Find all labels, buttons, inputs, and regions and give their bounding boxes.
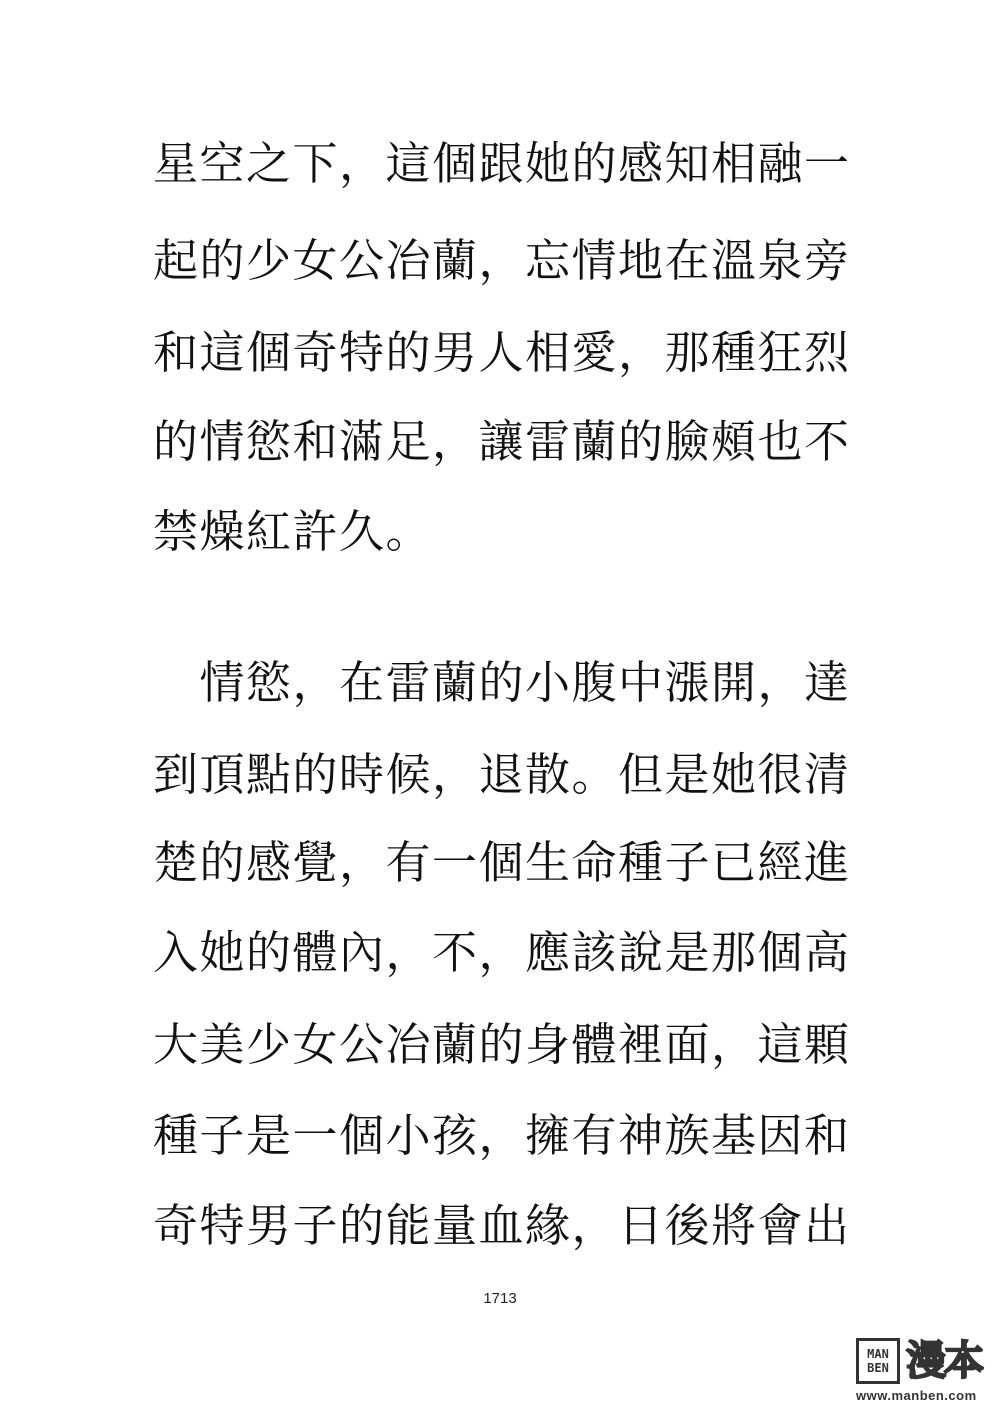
page-number: 1713 [483,1290,517,1307]
text-line: 禁燥紅許久。 [153,505,433,558]
watermark-logo-bottom: BEN [867,1361,889,1375]
watermark-logo-top: MAN [867,1347,889,1361]
text-line: 的情慾和滿足，讓雷蘭的臉頰也不 [153,415,851,468]
text-line: 起的少女公冶蘭，忘情地在溫泉旁 [153,234,851,287]
text-line: 到頂點的時候，退散。但是她很清 [153,748,851,801]
text-line: 情慾，在雷蘭的小腹中漲開，達 [153,656,851,709]
text-line: 大美少女公冶蘭的身體裡面，這顆 [153,1018,851,1071]
text-line: 楚的感覺，有一個生命種子已經進 [153,836,851,889]
watermark-url: www.manben.com [856,1388,977,1403]
watermark-logo-icon [856,1338,900,1384]
text-line: 種子是一個小孩，擁有神族基因和 [153,1109,851,1162]
text-line: 奇特男子的能量血緣，日後將會出 [153,1199,851,1252]
site-watermark [856,1338,992,1408]
text-line: 星空之下，這個跟她的感知相融一 [153,137,851,190]
text-line: 入她的體內，不，應該說是那個高 [153,926,851,979]
text-line: 和這個奇特的男人相愛，那種狂烈 [153,326,851,379]
watermark-chars: 漫本 [906,1338,982,1384]
